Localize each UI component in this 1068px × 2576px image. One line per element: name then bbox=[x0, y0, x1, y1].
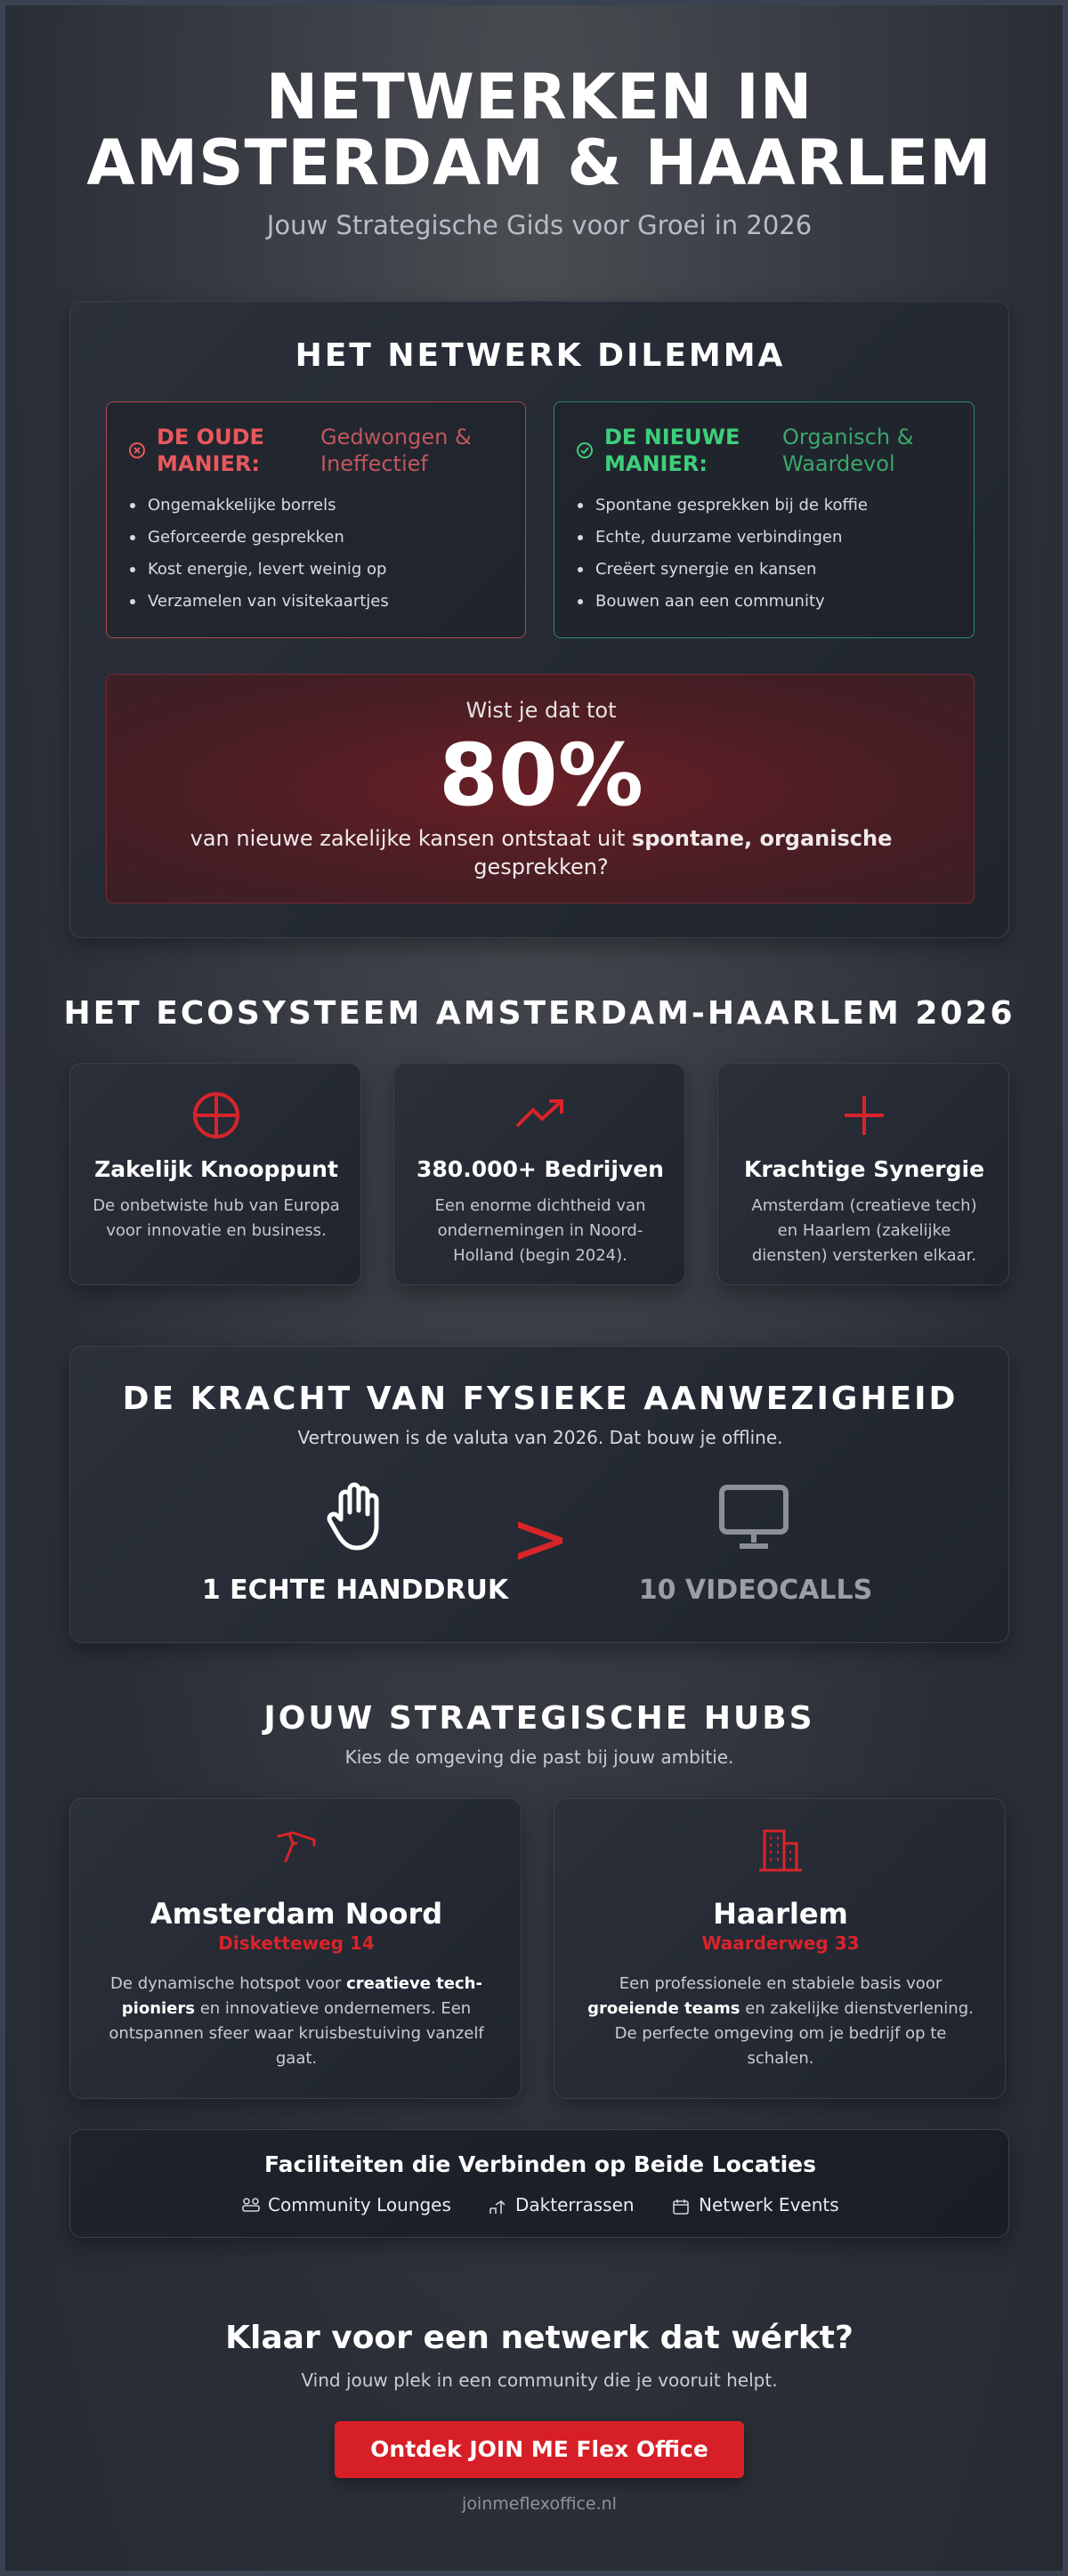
calendar-icon bbox=[672, 2198, 690, 2219]
facility-lounges: Community Lounges bbox=[268, 2194, 451, 2216]
list-item: Spontane gesprekken bij de koffie bbox=[572, 490, 964, 522]
hub-name: Haarlem bbox=[713, 1897, 848, 1931]
facility-events: Netwerk Events bbox=[699, 2194, 839, 2216]
old-way-subtitle: Gedwongen & Ineffectief bbox=[320, 425, 472, 476]
list-item: Creëert synergie en kansen bbox=[572, 554, 964, 586]
new-way-subtitle: Organisch & Waardevol bbox=[782, 425, 914, 476]
ecosystem-card bbox=[69, 1063, 361, 1285]
stat-value: 80% bbox=[439, 725, 643, 825]
hub-description: De dynamische hotspot voor creatieve tech- pioniers en innovatieve ondernemers. Een ontspannen sfeer waar kruisbestuiving vanzelf gaat. bbox=[109, 1974, 484, 2068]
crosshair-icon bbox=[191, 1090, 241, 1144]
monitor-icon bbox=[718, 1482, 789, 1557]
list-item: Verzamelen van visitekaartjes bbox=[125, 586, 516, 618]
hubs-subtitle: Kies de omgeving die past bij jouw ambitie. bbox=[344, 1746, 734, 1768]
crane-icon bbox=[275, 1829, 318, 1868]
trending-up-icon bbox=[515, 1096, 565, 1135]
hubs-title: JOUW STRATEGISCHE HUBS bbox=[263, 1700, 815, 1737]
page-subtitle: Jouw Strategische Gids voor Groei in 2026 bbox=[266, 210, 813, 240]
list-item: Bouwen aan een community bbox=[572, 586, 964, 618]
list-item: Ongemakkelijke borrels bbox=[125, 490, 516, 522]
old-way-label: DE OUDE MANIER: bbox=[157, 425, 264, 476]
terrace-icon bbox=[489, 2199, 506, 2219]
presence-title: DE KRACHT VAN FYSIEKE AANWEZIGHEID bbox=[122, 1381, 959, 1417]
facility-terraces: Dakterrassen bbox=[515, 2194, 635, 2216]
hub-card-amsterdam[interactable] bbox=[69, 1798, 522, 2099]
page-title bbox=[5, 61, 1068, 199]
old-way-list bbox=[125, 490, 516, 618]
ecosystem-title: HET ECOSYSTEEM AMSTERDAM-HAARLEM 2026 bbox=[63, 995, 1015, 1032]
check-circle-icon bbox=[576, 441, 594, 463]
presence-subtitle: Vertrouwen is de valuta van 2026. Dat bouw je offline. bbox=[297, 1427, 783, 1448]
ecosystem-card-text: De onbetwiste hub van Europa voor innovatie en business. bbox=[93, 1196, 340, 1240]
ecosystem-card-title: Zakelijk Knooppunt bbox=[94, 1156, 338, 1182]
ecosystem-card-title: Krachtige Synergie bbox=[743, 1156, 985, 1182]
ecosystem-card bbox=[717, 1063, 1009, 1285]
plus-icon bbox=[839, 1090, 889, 1144]
hub-address: Disketteweg 14 bbox=[218, 1932, 375, 1954]
old-way-box bbox=[106, 401, 526, 638]
stat-highlight bbox=[106, 674, 975, 903]
presence-section bbox=[69, 1346, 1009, 1643]
greater-than-sign: > bbox=[510, 1497, 570, 1580]
new-way-list bbox=[572, 490, 964, 618]
cta-title: Klaar voor een netwerk dat wérkt? bbox=[225, 2320, 854, 2356]
ecosystem-card bbox=[393, 1063, 685, 1285]
ecosystem-card-text: Amsterdam (creatieve tech) en Haarlem (zakelijke diensten) versterken elkaar. bbox=[751, 1196, 977, 1265]
list-item: Geforceerde gesprekken bbox=[125, 522, 516, 554]
handshake-label: 1 ECHTE HANDDRUK bbox=[201, 1575, 509, 1606]
facilities-section bbox=[69, 2129, 1009, 2238]
title-line-2: AMSTERDAM & HAARLEM bbox=[86, 126, 992, 199]
office-building-icon bbox=[757, 1827, 804, 1875]
hub-card-haarlem[interactable] bbox=[554, 1798, 1006, 2099]
facilities-title: Faciliteiten die Verbinden op Beide Locaties bbox=[264, 2151, 816, 2177]
hub-address: Waarderweg 33 bbox=[701, 1932, 860, 1954]
list-item: Echte, duurzame verbindingen bbox=[572, 522, 964, 554]
ecosystem-card-text: Een enorme dichtheid van ondernemingen in Noord- Holland (begin 2024). bbox=[434, 1196, 646, 1265]
dilemma-title: HET NETWERK DILEMMA bbox=[295, 337, 786, 374]
website-link[interactable]: joinmeflexoffice.nl bbox=[462, 2494, 617, 2514]
ecosystem-card-title: 380.000+ Bedrijven bbox=[417, 1156, 664, 1182]
cta-subtitle: Vind jouw plek in een community die je vooruit helpt. bbox=[301, 2369, 778, 2391]
videocalls-label: 10 VIDEOCALLS bbox=[638, 1575, 873, 1606]
hub-description: Een professionele en stabiele basis voor groeiende teams en zakelijke dienstverlening. De perfecte omgeving om je bedrijf op te schalen. bbox=[587, 1974, 974, 2068]
title-line-1: NETWERKEN IN bbox=[265, 61, 813, 134]
new-way-label: DE NIEUWE MANIER: bbox=[604, 425, 740, 476]
x-circle-icon bbox=[128, 441, 146, 463]
list-item: Kost energie, levert weinig op bbox=[125, 554, 516, 586]
stat-text: van nieuwe zakelijke kansen ontstaat uit spontane, organische gesprekken? bbox=[190, 826, 893, 879]
hand-icon bbox=[325, 1480, 389, 1557]
dilemma-section bbox=[69, 301, 1009, 938]
stat-intro: Wist je dat tot bbox=[465, 698, 617, 723]
lounge-icon bbox=[241, 2198, 261, 2217]
discover-button[interactable]: Ontdek JOIN ME Flex Office bbox=[335, 2421, 744, 2478]
new-way-box bbox=[554, 401, 975, 638]
hub-name: Amsterdam Noord bbox=[150, 1897, 443, 1931]
